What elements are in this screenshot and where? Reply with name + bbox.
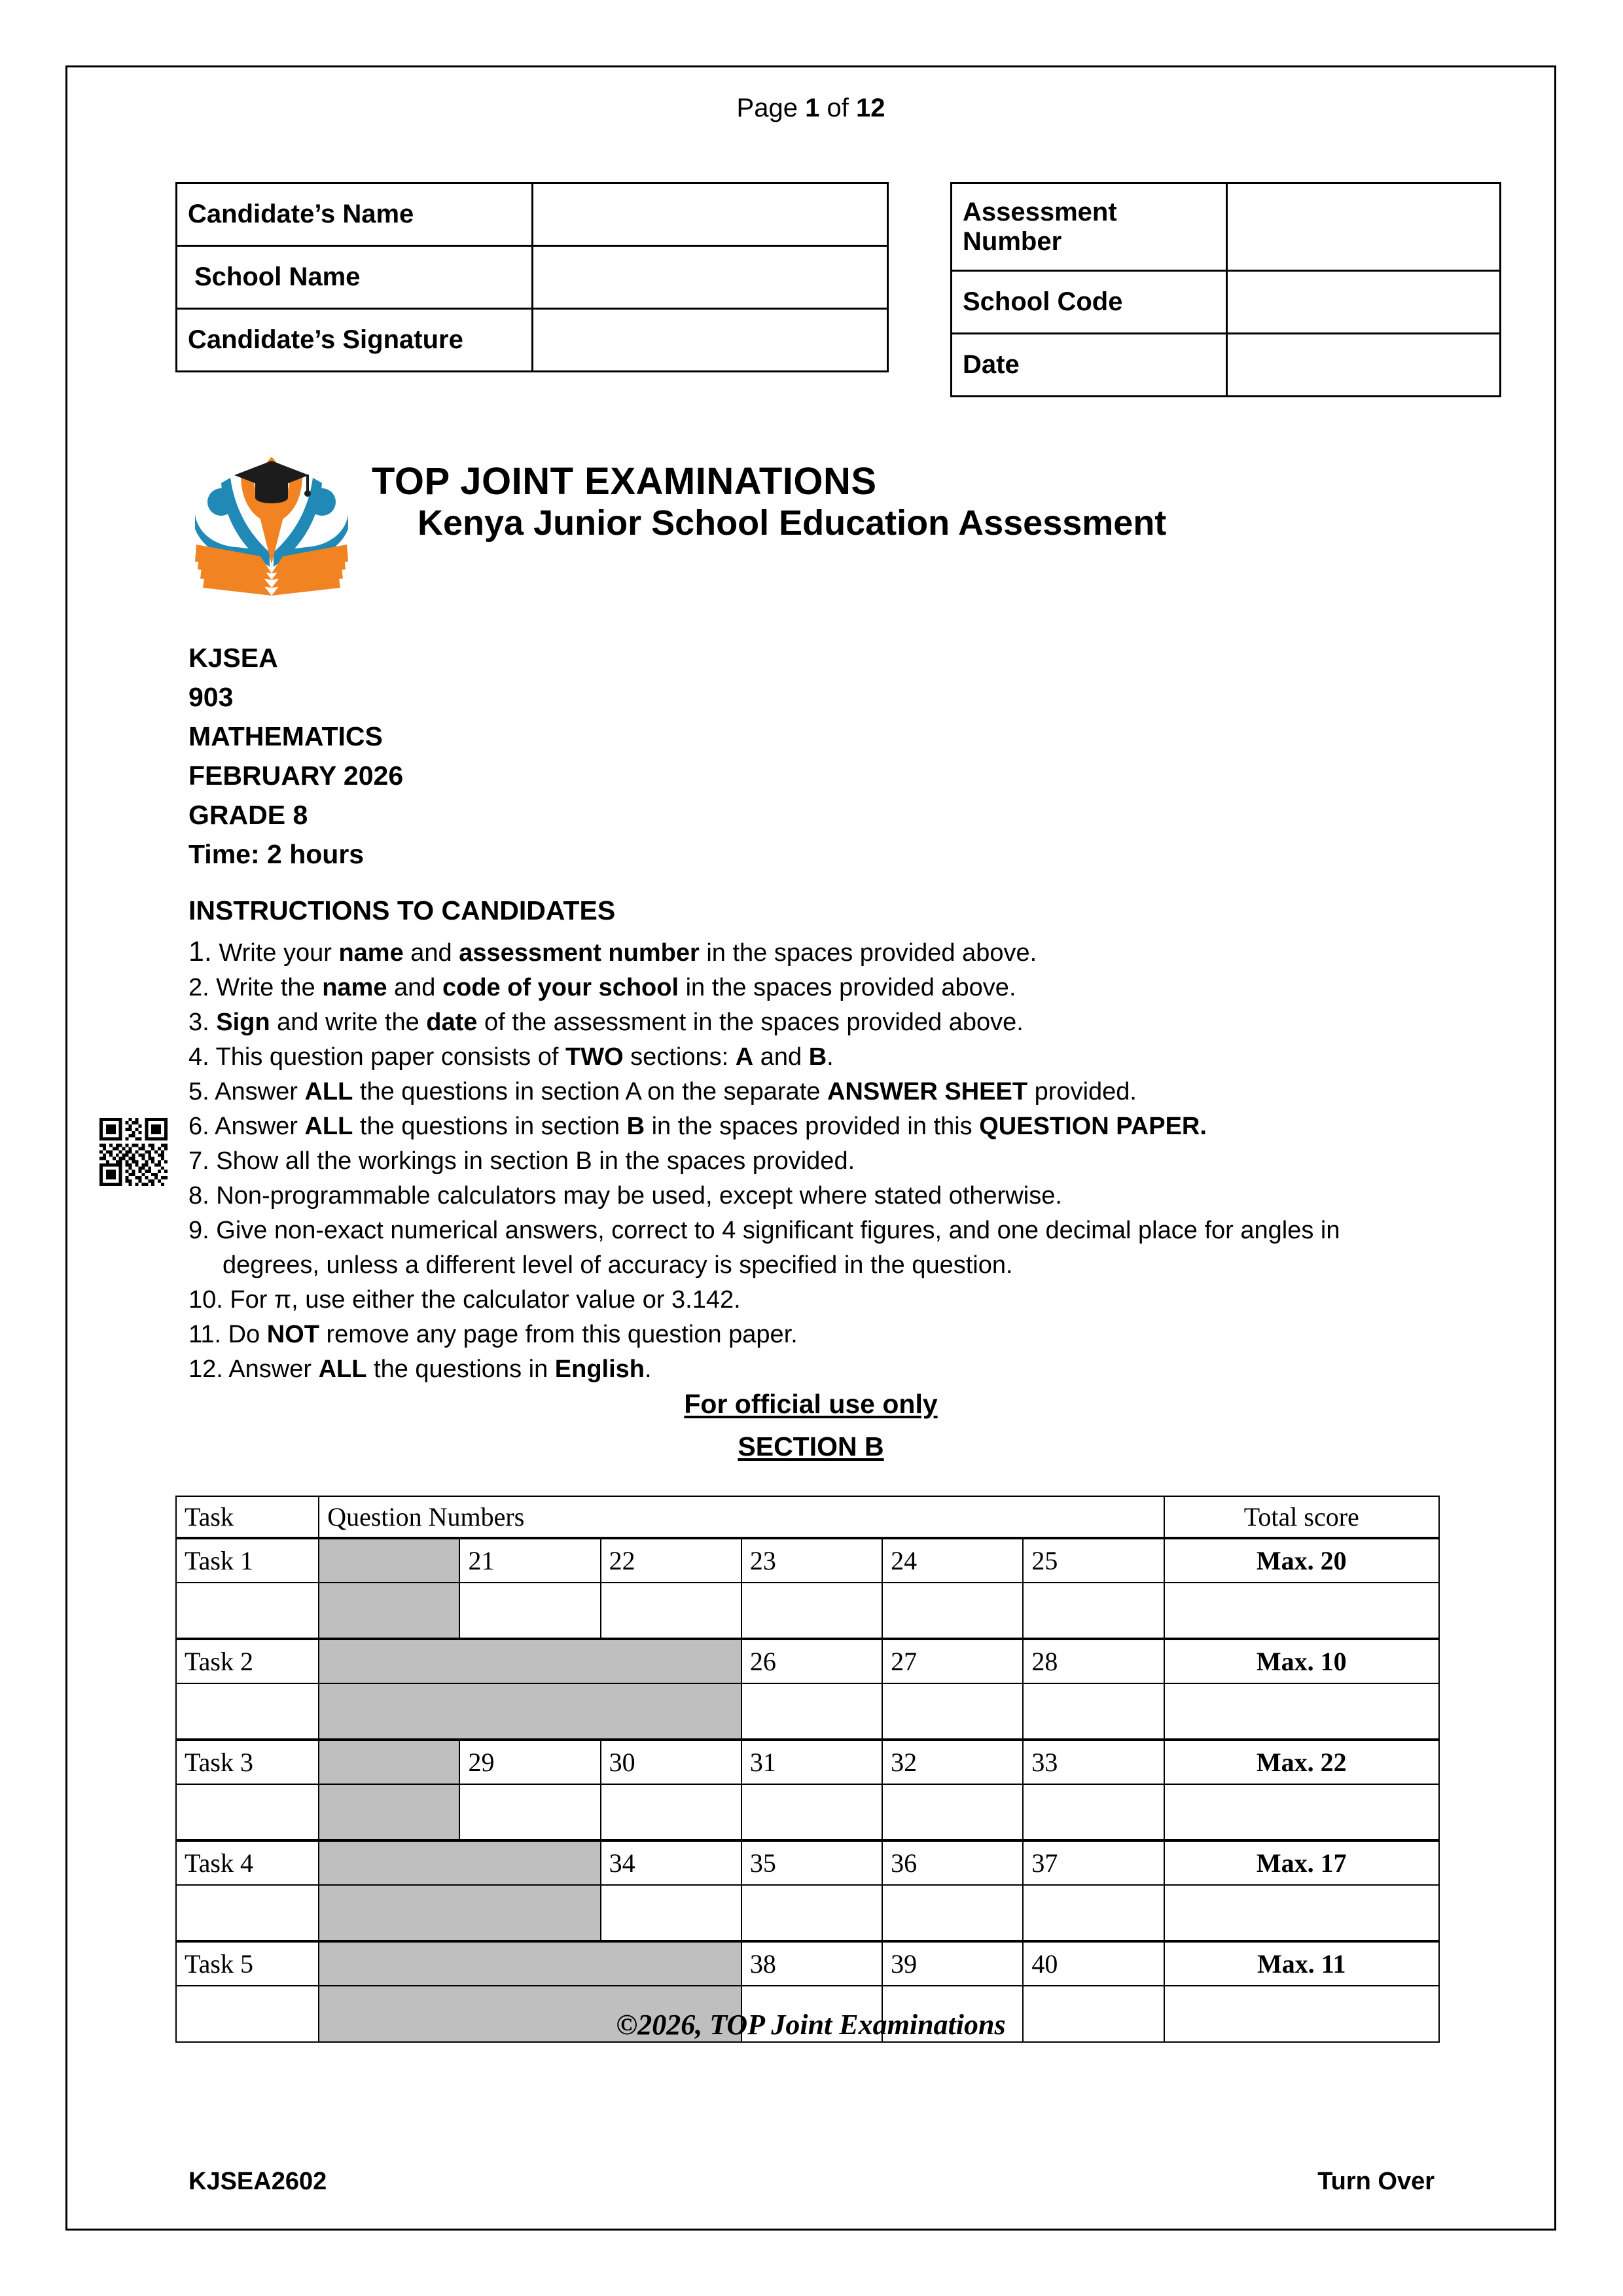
instruction-text: This question paper consists of TWO sections: A and B. (215, 1043, 834, 1071)
blank-cell (176, 1885, 319, 1941)
table-row (176, 1639, 1439, 1683)
blank-cell (176, 1583, 319, 1639)
table-row (177, 183, 888, 246)
table-row (176, 1941, 1439, 1986)
date-label: Date (952, 334, 1227, 397)
section-b-score-table (175, 1496, 1440, 2043)
instruction-number: 5. (188, 1078, 209, 1105)
table-row (176, 1885, 1439, 1941)
list-item (188, 1075, 1412, 1109)
table-row (177, 246, 888, 309)
gray-cell (319, 1683, 741, 1740)
question-number: 29 (459, 1740, 600, 1784)
gray-cell (319, 1941, 741, 1986)
list-item (188, 1352, 1412, 1387)
instruction-text: Sign and write the date of the assessment in the spaces provided above. (216, 1009, 1024, 1036)
assessment-number-field[interactable] (1227, 183, 1501, 271)
page-number-header (65, 94, 1556, 123)
score-entry-cell[interactable] (741, 1885, 882, 1941)
task-label: Task 5 (176, 1941, 319, 1986)
meta-line-code: KJSEA (188, 643, 278, 673)
turn-over-footer: Turn Over (1317, 2168, 1435, 2195)
table-row (176, 1740, 1439, 1784)
list-item (188, 1213, 1412, 1283)
instruction-text: Answer ALL the questions in section B in the spaces provided in this QUESTION PAPER. (215, 1113, 1207, 1140)
total-entry-cell[interactable] (1164, 1885, 1439, 1941)
score-entry-cell[interactable] (1023, 1583, 1164, 1639)
candidate-name-field[interactable] (532, 183, 887, 246)
score-entry-cell[interactable] (601, 1885, 741, 1941)
copyright-notice: ©2026, TOP Joint Examinations (616, 2009, 1006, 2041)
instruction-text: Give non-exact numerical answers, correct to 4 significant figures, and one decimal place for angles in degrees, unless a different level of accuracy is specified in the question. (216, 1217, 1340, 1279)
table-row (176, 1583, 1439, 1639)
question-number: 23 (741, 1538, 882, 1583)
question-number: 22 (601, 1538, 741, 1583)
gray-cell (319, 1583, 459, 1639)
table-row (177, 309, 888, 372)
instruction-text: Show all the workings in section B in the spaces provided. (216, 1147, 855, 1175)
score-entry-cell[interactable] (882, 1784, 1023, 1840)
question-number: 39 (882, 1941, 1023, 1986)
instruction-number: 12. (188, 1355, 223, 1383)
question-number: 28 (1023, 1639, 1164, 1683)
meta-line-paper-number: 903 (188, 682, 234, 712)
page-header-prefix: Page (736, 94, 798, 122)
question-number: 21 (459, 1538, 600, 1583)
gray-cell (319, 1885, 600, 1941)
school-name-label: School Name (177, 246, 533, 309)
meta-line-time: Time: 2 hours (188, 839, 365, 869)
list-item (188, 1283, 1412, 1318)
page-header-total: 12 (855, 94, 885, 122)
table-row (176, 1784, 1439, 1840)
instruction-text: For π, use either the calculator value or 3.142. (230, 1286, 741, 1314)
qr-code-icon (99, 1118, 168, 1186)
score-entry-cell[interactable] (601, 1784, 741, 1840)
exam-board-branding (175, 452, 1419, 609)
instruction-number: 6. (188, 1113, 209, 1140)
total-entry-cell[interactable] (1164, 1683, 1439, 1740)
score-header-question-numbers: Question Numbers (319, 1496, 1164, 1538)
exam-meta-block (188, 638, 403, 874)
question-number: 24 (882, 1538, 1023, 1583)
table-row (176, 1538, 1439, 1583)
gray-cell (319, 1784, 459, 1840)
instruction-number: 9. (188, 1217, 209, 1244)
score-header-total-score: Total score (1164, 1496, 1439, 1538)
page-header-current: 1 (805, 94, 820, 122)
instruction-number: 1. (188, 936, 212, 967)
candidate-details-table (175, 182, 889, 372)
gray-cell (319, 1740, 459, 1784)
score-entry-cell[interactable] (741, 1683, 882, 1740)
task-max-score: Max. 22 (1164, 1740, 1439, 1784)
question-number: 30 (601, 1740, 741, 1784)
question-number: 35 (741, 1840, 882, 1885)
score-entry-cell[interactable] (1023, 1683, 1164, 1740)
question-number: 31 (741, 1740, 882, 1784)
score-header-task: Task (176, 1496, 319, 1538)
instruction-number: 11. (188, 1321, 222, 1348)
official-use-heading: For official use only (684, 1389, 938, 1419)
candidate-signature-field[interactable] (532, 309, 887, 372)
list-item (188, 971, 1412, 1005)
blank-cell (176, 1683, 319, 1740)
total-entry-cell[interactable] (1164, 1583, 1439, 1639)
gray-cell (319, 1639, 741, 1683)
meta-line-grade: GRADE 8 (188, 800, 308, 830)
task-max-score: Max. 20 (1164, 1538, 1439, 1583)
assessment-number-label: Assessment Number (952, 183, 1227, 271)
total-entry-cell[interactable] (1164, 1784, 1439, 1840)
meta-line-subject: MATHEMATICS (188, 721, 383, 751)
instruction-text: Write your name and assessment number in the spaces provided above. (219, 939, 1037, 967)
task-label: Task 3 (176, 1740, 319, 1784)
question-number: 34 (601, 1840, 741, 1885)
list-item (188, 1109, 1412, 1144)
instruction-number: 4. (188, 1043, 209, 1071)
instruction-number: 7. (188, 1147, 209, 1175)
instruction-number: 10. (188, 1286, 223, 1314)
task-max-score: Max. 11 (1164, 1941, 1439, 1986)
question-number: 27 (882, 1639, 1023, 1683)
candidate-signature-label: Candidate’s Signature (177, 309, 533, 372)
school-code-field[interactable] (1227, 271, 1501, 334)
assessment-name: Kenya Junior School Education Assessment (418, 503, 1167, 543)
assessment-details-table (950, 182, 1501, 397)
instruction-number: 8. (188, 1182, 209, 1210)
instructions-heading: INSTRUCTIONS TO CANDIDATES (188, 895, 616, 925)
task-max-score: Max. 17 (1164, 1840, 1439, 1885)
list-item (188, 1040, 1412, 1075)
list-item (188, 1318, 1412, 1352)
table-row (176, 1683, 1439, 1740)
score-entry-cell[interactable] (741, 1583, 882, 1639)
instruction-text: Answer ALL the questions in English. (228, 1355, 652, 1383)
instruction-number: 3. (188, 1009, 209, 1036)
question-number: 33 (1023, 1740, 1164, 1784)
task-label: Task 4 (176, 1840, 319, 1885)
table-row (952, 183, 1501, 271)
graduates-open-book-logo-icon (190, 452, 353, 602)
instruction-text: Write the name and code of your school in the spaces provided above. (216, 974, 1016, 1001)
school-code-label: School Code (952, 271, 1227, 334)
score-entry-cell[interactable] (741, 1784, 882, 1840)
task-max-score: Max. 10 (1164, 1639, 1439, 1683)
exam-board-title: TOP JOINT EXAMINATIONS (372, 460, 877, 503)
blank-cell (176, 1784, 319, 1840)
question-number: 26 (741, 1639, 882, 1683)
table-row (176, 1840, 1439, 1885)
score-entry-cell[interactable] (1023, 1784, 1164, 1840)
question-number: 36 (882, 1840, 1023, 1885)
score-entry-cell[interactable] (882, 1885, 1023, 1941)
question-number: 37 (1023, 1840, 1164, 1885)
question-number: 40 (1023, 1941, 1164, 1986)
score-entry-cell[interactable] (882, 1583, 1023, 1639)
section-b-heading: SECTION B (738, 1431, 884, 1462)
list-item (188, 1005, 1412, 1040)
list-item (188, 1179, 1412, 1213)
task-label: Task 1 (176, 1538, 319, 1583)
instructions-list (188, 935, 1412, 1387)
date-field[interactable] (1227, 334, 1501, 397)
score-entry-cell[interactable] (459, 1784, 600, 1840)
instruction-number: 2. (188, 974, 209, 1001)
meta-line-session: FEBRUARY 2026 (188, 761, 404, 791)
score-entry-cell[interactable] (459, 1583, 600, 1639)
question-number: 38 (741, 1941, 882, 1986)
paper-code-footer: KJSEA2602 (188, 2168, 327, 2195)
list-item (188, 1144, 1412, 1179)
candidate-name-label: Candidate’s Name (177, 183, 533, 246)
table-row (952, 334, 1501, 397)
score-entry-cell[interactable] (601, 1583, 741, 1639)
instruction-text: Do NOT remove any page from this question paper. (228, 1321, 798, 1348)
instruction-text: Answer ALL the questions in section A on the separate ANSWER SHEET provided. (215, 1078, 1137, 1105)
page-header-middle: of (827, 94, 849, 122)
list-item (188, 935, 1412, 971)
brand-text-block (372, 461, 1393, 544)
school-name-field[interactable] (532, 246, 887, 309)
task-label: Task 2 (176, 1639, 319, 1683)
table-row (952, 271, 1501, 334)
score-entry-cell[interactable] (882, 1683, 1023, 1740)
gray-cell (319, 1840, 600, 1885)
table-row (176, 1496, 1439, 1538)
instruction-text: Non-programmable calculators may be used, except where stated otherwise. (216, 1182, 1062, 1210)
score-entry-cell[interactable] (1023, 1885, 1164, 1941)
question-number: 32 (882, 1740, 1023, 1784)
gray-cell (319, 1538, 459, 1583)
question-number: 25 (1023, 1538, 1164, 1583)
